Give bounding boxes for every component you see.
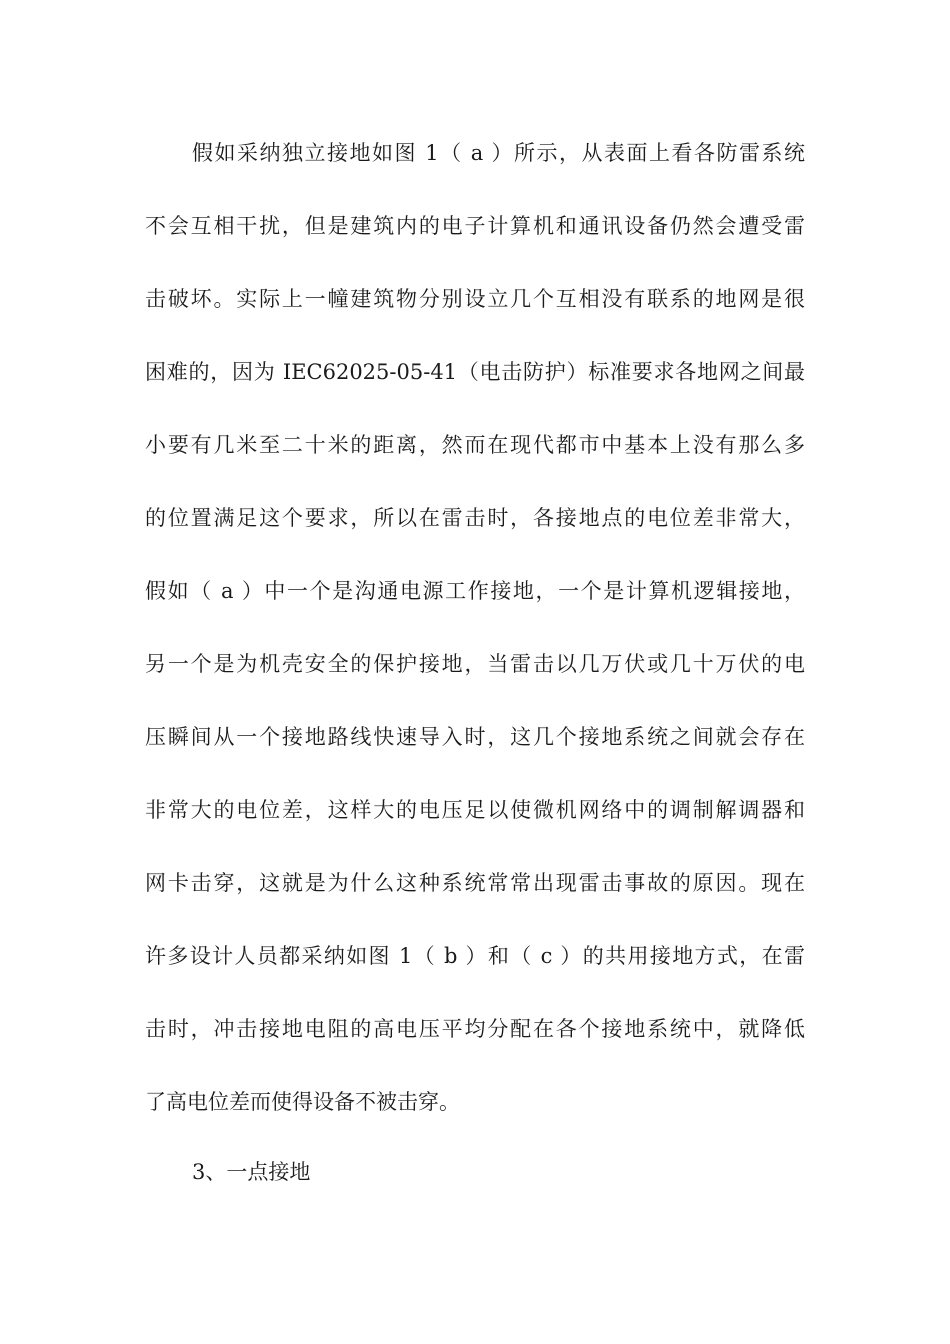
paragraph-line: 假如采纳独立接地如图 1（ a ）所示，从表面上看各防雷系统 [192,141,805,165]
paragraph-line: 了高电位差而使得设备不被击穿。 [145,1090,460,1114]
section-heading: 3、一点接地 [192,1160,311,1184]
paragraph-line: 击时，冲击接地电阻的高电压平均分配在各个接地系统中，就降低 [145,1017,805,1041]
paragraph-line: 假如（ a ）中一个是沟通电源工作接地，一个是计算机逻辑接地， [145,579,805,603]
paragraph-line: 压瞬间从一个接地路线快速导入时，这几个接地系统之间就会存在 [145,725,805,749]
paragraph-line: 困难的，因为 IEC62025-05-41（电击防护）标准要求各地网之间最 [145,360,805,384]
paragraph-line: 的位置满足这个要求，所以在雷击时，各接地点的电位差非常大， [145,506,805,530]
paragraph-line: 非常大的电位差，这样大的电压足以使微机网络中的调制解调器和 [145,798,805,822]
paragraph-line: 不会互相干扰，但是建筑内的电子计算机和通讯设备仍然会遭受雷 [145,214,805,238]
paragraph-line: 许多设计人员都采纳如图 1（ b ）和（ c ）的共用接地方式，在雷 [145,944,805,968]
paragraph-line: 击破坏。实际上一幢建筑物分别设立几个互相没有联系的地网是很 [145,287,805,311]
paragraph-line: 网卡击穿，这就是为什么这种系统常常出现雷击事故的原因。现在 [145,871,805,895]
paragraph-line: 小要有几米至二十米的距离，然而在现代都市中基本上没有那么多 [145,433,805,457]
paragraph-line: 另一个是为机壳安全的保护接地，当雷击以几万伏或几十万伏的电 [145,652,805,676]
